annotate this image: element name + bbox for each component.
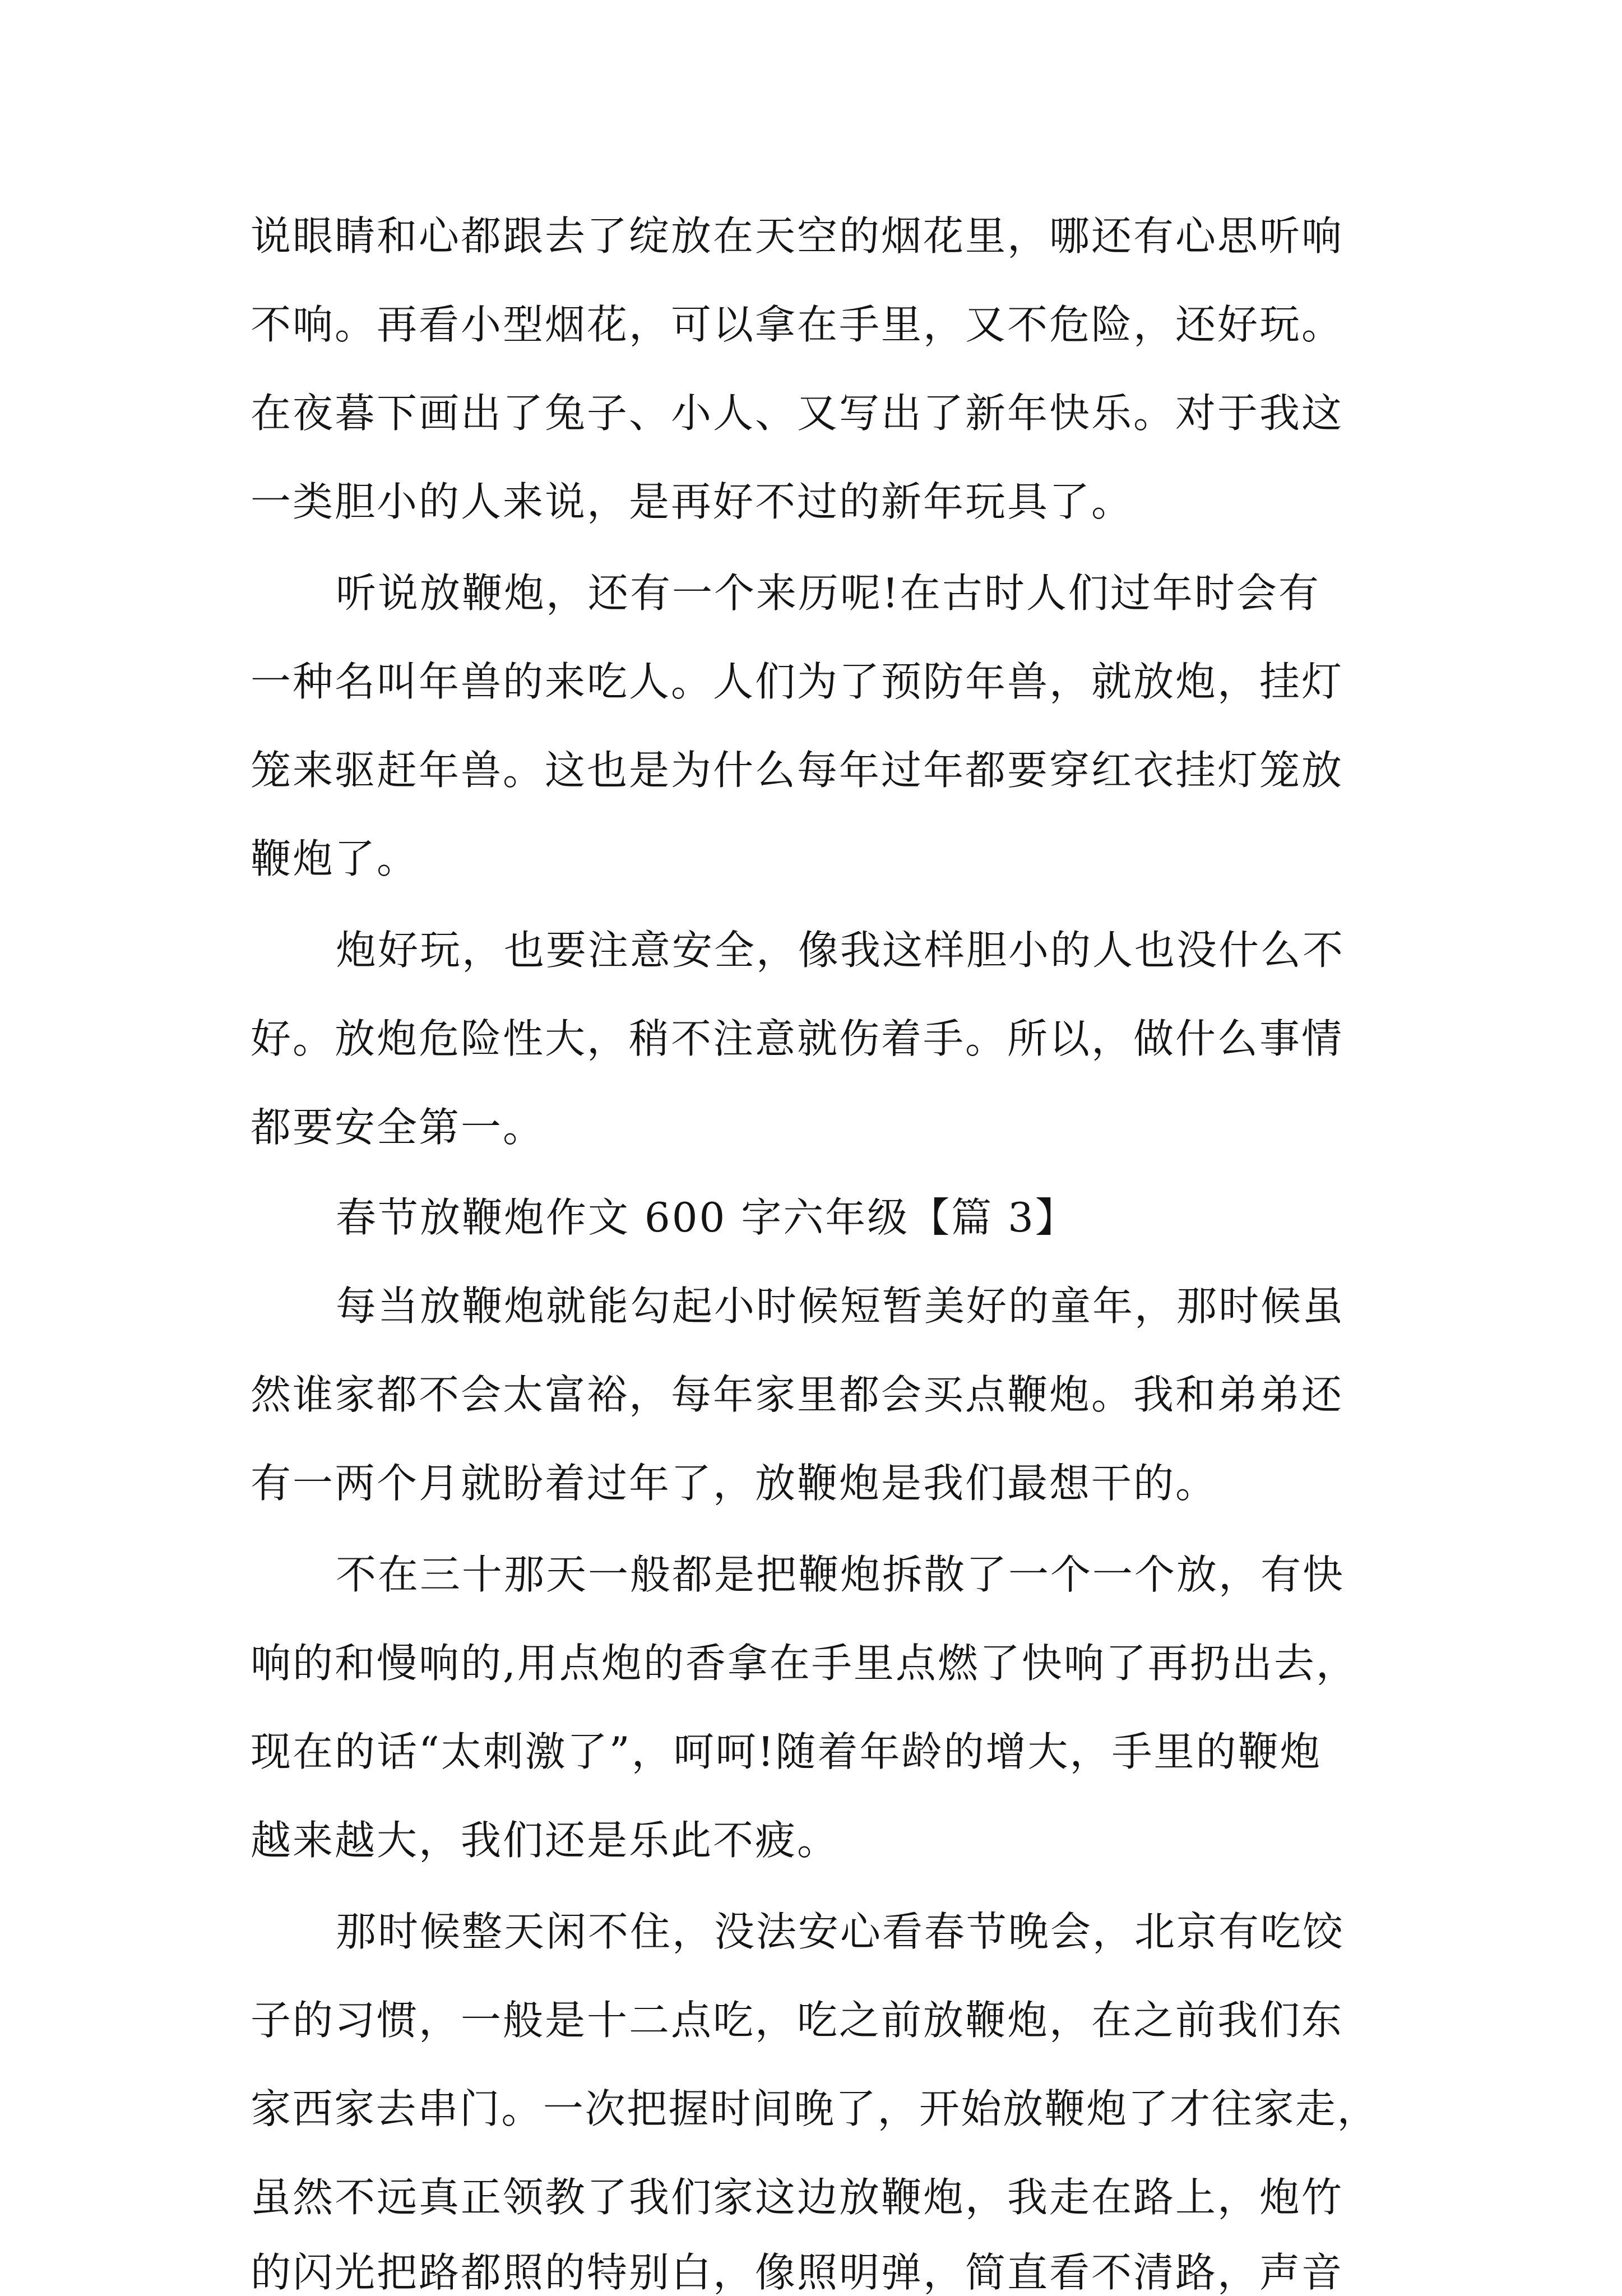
paragraph-first-line: 每当放鞭炮就能勾起小时候短暂美好的童年，那时候虽 xyxy=(336,1283,1345,1330)
text-line: 都要安全第一。 xyxy=(251,1104,545,1151)
text-line: 响的和慢响的,用点炮的香拿在手里点燃了快响了再扔出去， xyxy=(251,1640,1358,1687)
text-line: 不响。再看小型烟花，可以拿在手里，又不危险，还好玩。 xyxy=(251,301,1344,348)
paragraph-first-line: 不在三十那天一般都是把鞭炮拆散了一个一个放，有快 xyxy=(336,1551,1345,1598)
text-line: 然谁家都不会太富裕，每年家里都会买点鞭炮。我和弟弟还 xyxy=(251,1371,1344,1418)
text-line: 在夜暮下画出了兔子、小人、又写出了新年快乐。对于我这 xyxy=(251,390,1344,437)
text-line: 一种名叫年兽的来吃人。人们为了预防年兽，就放炮，挂灯 xyxy=(251,658,1344,705)
text-line: 子的习惯，一般是十二点吃，吃之前放鞭炮，在之前我们东 xyxy=(251,1997,1344,2044)
text-line: 鞭炮了。 xyxy=(251,835,419,882)
paragraph-first-line: 那时候整天闲不住，没法安心看春节晚会，北京有吃饺 xyxy=(336,1908,1345,1955)
paragraph-first-line: 听说放鞭炮，还有一个来历呢!在古时人们过年时会有 xyxy=(336,570,1320,617)
paragraph-first-line: 炮好玩，也要注意安全，像我这样胆小的人也没什么不 xyxy=(336,927,1345,974)
text-line: 家西家去串门。一次把握时间晚了，开始放鞭炮了才往家走， xyxy=(251,2085,1379,2132)
text-line: 笼来驱赶年兽。这也是为什么每年过年都要穿红衣挂灯笼放 xyxy=(251,747,1344,794)
text-line: 现在的话“太刺激了”，呵呵!随着年龄的增大，手里的鞭炮 xyxy=(251,1728,1322,1775)
text-line: 的闪光把路都照的特别白，像照明弹，简直看不清路，声音 xyxy=(251,2249,1344,2296)
section-heading: 春节放鞭炮作文 600 字六年级【篇 3】 xyxy=(336,1194,1077,1241)
text-line: 有一两个月就盼着过年了，放鞭炮是我们最想干的。 xyxy=(251,1460,1218,1507)
text-line: 好。放炮危险性大，稍不注意就伤着手。所以，做什么事情 xyxy=(251,1015,1344,1062)
text-line: 一类胆小的人来说，是再好不过的新年玩具了。 xyxy=(251,478,1134,525)
text-line: 越来越大，我们还是乐此不疲。 xyxy=(251,1817,840,1864)
text-line: 虽然不远真正领教了我们家这边放鞭炮，我走在路上，炮竹 xyxy=(251,2174,1344,2221)
text-line: 说眼睛和心都跟去了绽放在天空的烟花里，哪还有心思听响 xyxy=(251,212,1344,260)
